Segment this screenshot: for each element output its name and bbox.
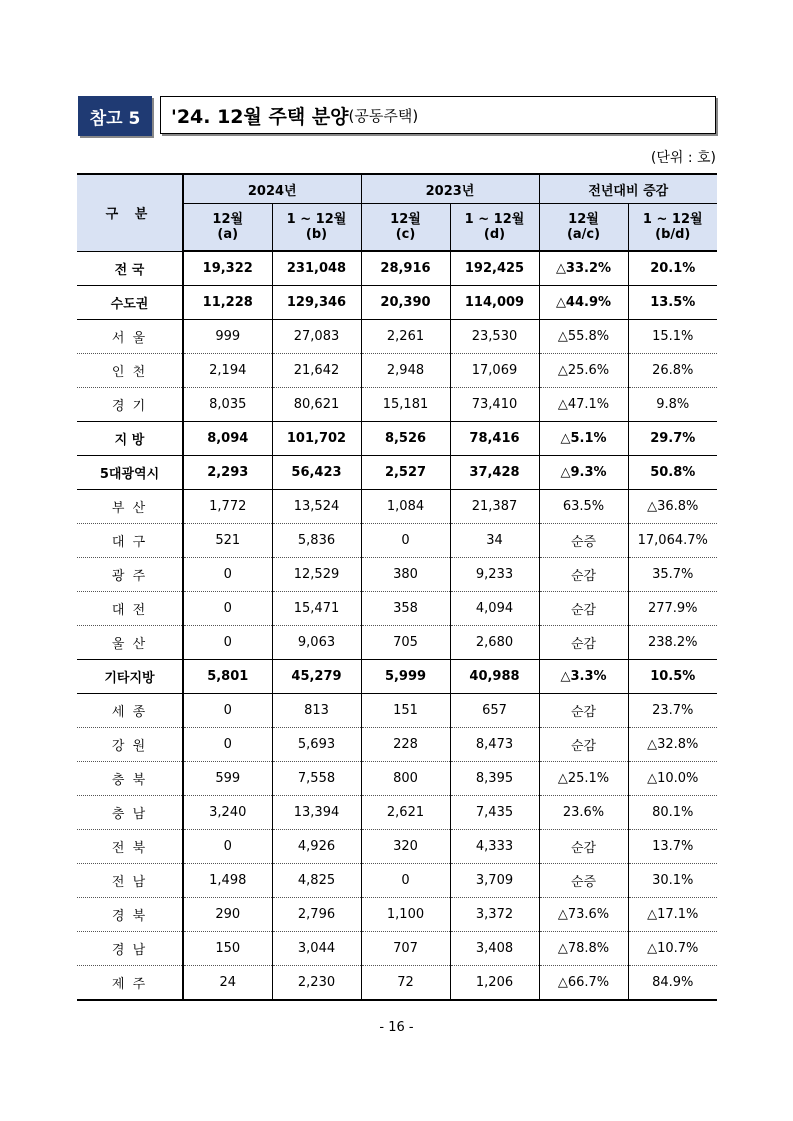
table-cell: 2,261 <box>361 320 450 354</box>
table-cell: △9.3% <box>539 456 628 490</box>
table-cell: 813 <box>272 694 361 728</box>
table-cell: 순감 <box>539 728 628 762</box>
table-cell: 521 <box>183 524 272 558</box>
table-cell: 12,529 <box>272 558 361 592</box>
table-cell: 84.9% <box>628 966 717 1001</box>
row-label: 세 종 <box>77 694 183 728</box>
table-cell: 1,772 <box>183 490 272 524</box>
page-title: '24. 12월 주택 분양 <box>171 105 349 128</box>
table-cell: 358 <box>361 592 450 626</box>
header-col-label: 1 ~ 12월 <box>286 212 347 227</box>
table-row <box>77 354 717 388</box>
header-col-0 <box>183 204 272 252</box>
header-group-change: 전년대비 증감 <box>539 174 717 204</box>
table-cell: 129,346 <box>272 286 361 320</box>
table-cell: △44.9% <box>539 286 628 320</box>
row-label: 서 울 <box>77 320 183 354</box>
table-cell: 320 <box>361 830 450 864</box>
table-cell: 72 <box>361 966 450 1001</box>
table-cell: 101,702 <box>272 422 361 456</box>
table-cell: 4,333 <box>450 830 539 864</box>
table-body <box>77 251 717 1000</box>
table-cell: 21,387 <box>450 490 539 524</box>
header-col-code: (d) <box>483 227 506 242</box>
row-label: 경 기 <box>77 388 183 422</box>
table-cell: 27,083 <box>272 320 361 354</box>
table-row <box>77 524 717 558</box>
table-cell: 151 <box>361 694 450 728</box>
table-cell: 2,680 <box>450 626 539 660</box>
table-row <box>77 796 717 830</box>
table-cell: 3,240 <box>183 796 272 830</box>
table-row <box>77 932 717 966</box>
table-cell: 800 <box>361 762 450 796</box>
table-row <box>77 966 717 1001</box>
title-box <box>160 96 716 134</box>
row-label: 5대광역시 <box>77 456 183 490</box>
table-cell: 40,988 <box>450 660 539 694</box>
table-cell: 2,230 <box>272 966 361 1001</box>
table-cell: 9,233 <box>450 558 539 592</box>
row-label: 경 남 <box>77 932 183 966</box>
table-cell: 34 <box>450 524 539 558</box>
table-cell: 19,322 <box>183 251 272 286</box>
table-cell: 24 <box>183 966 272 1001</box>
table-cell: △10.0% <box>628 762 717 796</box>
table-cell: 0 <box>183 592 272 626</box>
table-cell: 78,416 <box>450 422 539 456</box>
row-label: 경 북 <box>77 898 183 932</box>
row-label: 전 국 <box>77 251 183 286</box>
table-cell: 50.8% <box>628 456 717 490</box>
table-cell: 238.2% <box>628 626 717 660</box>
table-cell: 2,527 <box>361 456 450 490</box>
header-col-code: (c) <box>395 227 416 242</box>
table-cell: △55.8% <box>539 320 628 354</box>
table-row <box>77 694 717 728</box>
table-cell: 3,408 <box>450 932 539 966</box>
table-cell: 8,526 <box>361 422 450 456</box>
table-cell: 1,206 <box>450 966 539 1001</box>
table-cell: 순감 <box>539 626 628 660</box>
table-cell: 순증 <box>539 524 628 558</box>
page-subtitle: (공동주택) <box>348 106 419 125</box>
table-cell: △10.7% <box>628 932 717 966</box>
table-row <box>77 456 717 490</box>
table-cell: 0 <box>183 728 272 762</box>
table-row <box>77 592 717 626</box>
table-cell: 80.1% <box>628 796 717 830</box>
table-cell: 56,423 <box>272 456 361 490</box>
header-col-4 <box>539 204 628 252</box>
table-cell: △78.8% <box>539 932 628 966</box>
table-row <box>77 728 717 762</box>
table-cell: 45,279 <box>272 660 361 694</box>
table-cell: 20,390 <box>361 286 450 320</box>
table-cell: 1,100 <box>361 898 450 932</box>
table-cell: 23.7% <box>628 694 717 728</box>
table-cell: 순증 <box>539 864 628 898</box>
header-category: 구 분 <box>77 174 183 251</box>
table-cell: 26.8% <box>628 354 717 388</box>
table-cell: 순감 <box>539 694 628 728</box>
header-col-1 <box>272 204 361 252</box>
table-cell: 9,063 <box>272 626 361 660</box>
table-cell: △33.2% <box>539 251 628 286</box>
table-cell: 9.8% <box>628 388 717 422</box>
table-cell: 15,181 <box>361 388 450 422</box>
table-row <box>77 762 717 796</box>
table-row <box>77 286 717 320</box>
header-col-label: 12월 <box>212 212 244 227</box>
row-label: 부 산 <box>77 490 183 524</box>
header-group-2024: 2024년 <box>183 174 361 204</box>
table-cell: 7,558 <box>272 762 361 796</box>
table-row <box>77 898 717 932</box>
table-cell: 13,394 <box>272 796 361 830</box>
table-cell: 23.6% <box>539 796 628 830</box>
table-row <box>77 830 717 864</box>
table-cell: 29.7% <box>628 422 717 456</box>
table-cell: △25.6% <box>539 354 628 388</box>
table-cell: 10.5% <box>628 660 717 694</box>
table-cell: 순감 <box>539 558 628 592</box>
table-cell: 35.7% <box>628 558 717 592</box>
table-cell: △17.1% <box>628 898 717 932</box>
header-col-label: 12월 <box>568 212 599 227</box>
table-cell: △66.7% <box>539 966 628 1001</box>
row-label: 광 주 <box>77 558 183 592</box>
table-row <box>77 626 717 660</box>
table-cell: 11,228 <box>183 286 272 320</box>
table-cell: 228 <box>361 728 450 762</box>
header-col-code: (a/c) <box>566 227 601 242</box>
table-cell: 30.1% <box>628 864 717 898</box>
table-cell: 21,642 <box>272 354 361 388</box>
table-cell: 1,498 <box>183 864 272 898</box>
table-row <box>77 864 717 898</box>
row-label: 충 남 <box>77 796 183 830</box>
table-cell: 5,801 <box>183 660 272 694</box>
table-cell: 150 <box>183 932 272 966</box>
table-row <box>77 490 717 524</box>
header-col-label: 12월 <box>390 212 421 227</box>
table-cell: 380 <box>361 558 450 592</box>
header-group-2023: 2023년 <box>361 174 539 204</box>
row-label: 제 주 <box>77 966 183 1001</box>
row-label: 수도권 <box>77 286 183 320</box>
table-cell: 8,473 <box>450 728 539 762</box>
page-number: - 16 - <box>379 1020 414 1035</box>
header-col-code: (a) <box>217 227 239 242</box>
table-cell: 3,709 <box>450 864 539 898</box>
table-cell: 114,009 <box>450 286 539 320</box>
row-label: 울 산 <box>77 626 183 660</box>
header-col-label: 1 ~ 12월 <box>642 212 703 227</box>
table-cell: 2,194 <box>183 354 272 388</box>
table-cell: △47.1% <box>539 388 628 422</box>
table-cell: △25.1% <box>539 762 628 796</box>
table-cell: △32.8% <box>628 728 717 762</box>
table-cell: 4,926 <box>272 830 361 864</box>
row-label: 전 북 <box>77 830 183 864</box>
row-label: 강 원 <box>77 728 183 762</box>
table-row <box>77 251 717 286</box>
table-cell: 0 <box>361 864 450 898</box>
table-cell: 2,796 <box>272 898 361 932</box>
table-cell: 707 <box>361 932 450 966</box>
table-cell: 37,428 <box>450 456 539 490</box>
table-cell: 63.5% <box>539 490 628 524</box>
table-cell: 0 <box>361 524 450 558</box>
reference-badge: 참고 5 <box>78 96 152 136</box>
table-cell: 8,035 <box>183 388 272 422</box>
row-label: 충 북 <box>77 762 183 796</box>
table-cell: 80,621 <box>272 388 361 422</box>
row-label: 지 방 <box>77 422 183 456</box>
table-row <box>77 320 717 354</box>
table-cell: △3.3% <box>539 660 628 694</box>
table-cell: 13.5% <box>628 286 717 320</box>
unit-label: (단위 : 호) <box>650 150 716 166</box>
table-cell: 1,084 <box>361 490 450 524</box>
table-cell: 8,395 <box>450 762 539 796</box>
table-cell: 20.1% <box>628 251 717 286</box>
table-row <box>77 558 717 592</box>
table-cell: 0 <box>183 558 272 592</box>
table-cell: 599 <box>183 762 272 796</box>
table-cell: 17,069 <box>450 354 539 388</box>
table-cell: 7,435 <box>450 796 539 830</box>
table-cell: 2,293 <box>183 456 272 490</box>
table-cell: 0 <box>183 830 272 864</box>
table-cell: △73.6% <box>539 898 628 932</box>
header-col-2 <box>361 204 450 252</box>
table-cell: 17,064.7% <box>628 524 717 558</box>
table-cell: 5,693 <box>272 728 361 762</box>
header-col-3 <box>450 204 539 252</box>
table-cell: △5.1% <box>539 422 628 456</box>
row-label: 전 남 <box>77 864 183 898</box>
table-cell: 3,044 <box>272 932 361 966</box>
table-cell: 2,948 <box>361 354 450 388</box>
table-cell: 15.1% <box>628 320 717 354</box>
table-cell: 192,425 <box>450 251 539 286</box>
table-cell: 231,048 <box>272 251 361 286</box>
table-cell: 277.9% <box>628 592 717 626</box>
row-label: 기타지방 <box>77 660 183 694</box>
table-cell: 2,621 <box>361 796 450 830</box>
table-cell: 13.7% <box>628 830 717 864</box>
table-cell: 657 <box>450 694 539 728</box>
table-row <box>77 388 717 422</box>
header-col-5 <box>628 204 717 252</box>
header-col-label: 1 ~ 12월 <box>464 212 525 227</box>
table-cell: 4,094 <box>450 592 539 626</box>
housing-supply-table <box>77 173 717 1001</box>
table-cell: 5,836 <box>272 524 361 558</box>
table-cell: 13,524 <box>272 490 361 524</box>
table-cell: 73,410 <box>450 388 539 422</box>
table-cell: 4,825 <box>272 864 361 898</box>
row-label: 인 천 <box>77 354 183 388</box>
table-row <box>77 422 717 456</box>
table-cell: 705 <box>361 626 450 660</box>
table-cell: 999 <box>183 320 272 354</box>
table-cell: 0 <box>183 626 272 660</box>
row-label: 대 구 <box>77 524 183 558</box>
table-cell: 8,094 <box>183 422 272 456</box>
table-row <box>77 660 717 694</box>
table-cell: 28,916 <box>361 251 450 286</box>
table-cell: 0 <box>183 694 272 728</box>
header-col-code: (b/d) <box>655 227 691 242</box>
header-col-code: (b) <box>305 227 328 242</box>
table-cell: 290 <box>183 898 272 932</box>
table-cell: 순감 <box>539 592 628 626</box>
table-cell: 23,530 <box>450 320 539 354</box>
table-cell: 3,372 <box>450 898 539 932</box>
table-cell: 15,471 <box>272 592 361 626</box>
table-cell: 순감 <box>539 830 628 864</box>
table-cell: 5,999 <box>361 660 450 694</box>
table-cell: △36.8% <box>628 490 717 524</box>
row-label: 대 전 <box>77 592 183 626</box>
